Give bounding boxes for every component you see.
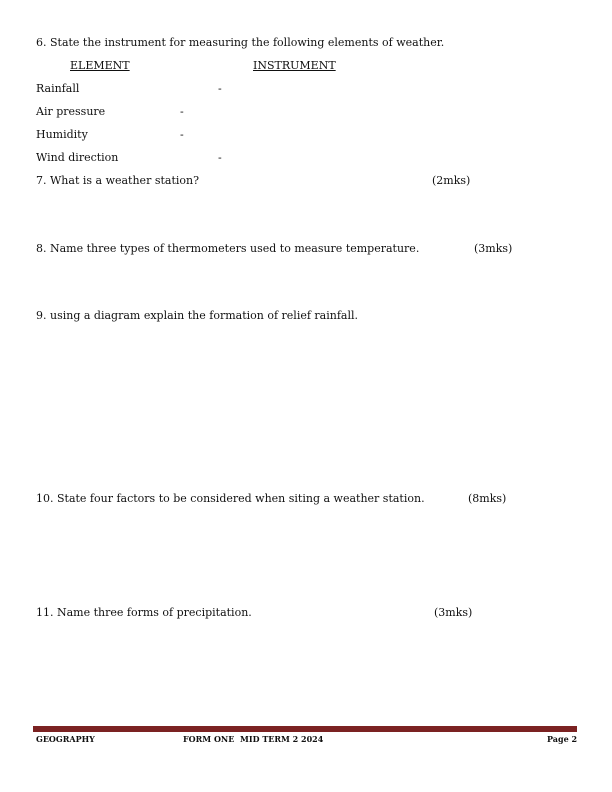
table-row-element-wind-direction: Wind direction xyxy=(36,151,119,164)
question-10-marks: (8mks) xyxy=(468,492,507,505)
table-row-dash-humidity: - xyxy=(180,128,184,141)
question-11-text: 11. Name three forms of precipitation. xyxy=(36,606,252,619)
footer-form: FORM ONE xyxy=(183,734,235,744)
instrument-column-header: INSTRUMENT xyxy=(253,59,336,72)
footer-subject: GEOGRAPHY xyxy=(36,734,95,744)
table-row-element-air-pressure: Air pressure xyxy=(36,105,106,118)
table-row-element-rainfall: Rainfall xyxy=(36,82,80,95)
question-9-text: 9. using a diagram explain the formation of relief rainfall. xyxy=(36,309,358,322)
question-8-marks: (3mks) xyxy=(474,242,513,255)
question-8-text: 8. Name three types of thermometers used to measure temperature. xyxy=(36,242,420,255)
table-row-dash-air-pressure: - xyxy=(180,105,184,118)
question-10-text: 10. State four factors to be considered when siting a weather station. xyxy=(36,492,425,505)
question-7-text: 7. What is a weather station? xyxy=(36,174,199,187)
table-row-dash-rainfall: - xyxy=(218,82,222,95)
question-6-text: 6. State the instrument for measuring the following elements of weather. xyxy=(36,36,445,49)
table-row-element-humidity: Humidity xyxy=(36,128,88,141)
element-column-header: ELEMENT xyxy=(70,59,130,72)
footer-page-number: Page 2 xyxy=(547,734,578,744)
question-11-marks: (3mks) xyxy=(434,606,473,619)
footer-term: MID TERM 2 2024 xyxy=(240,734,324,744)
question-7-marks: (2mks) xyxy=(432,174,471,187)
footer-divider-bar xyxy=(33,726,577,732)
table-row-dash-wind-direction: - xyxy=(218,151,222,164)
